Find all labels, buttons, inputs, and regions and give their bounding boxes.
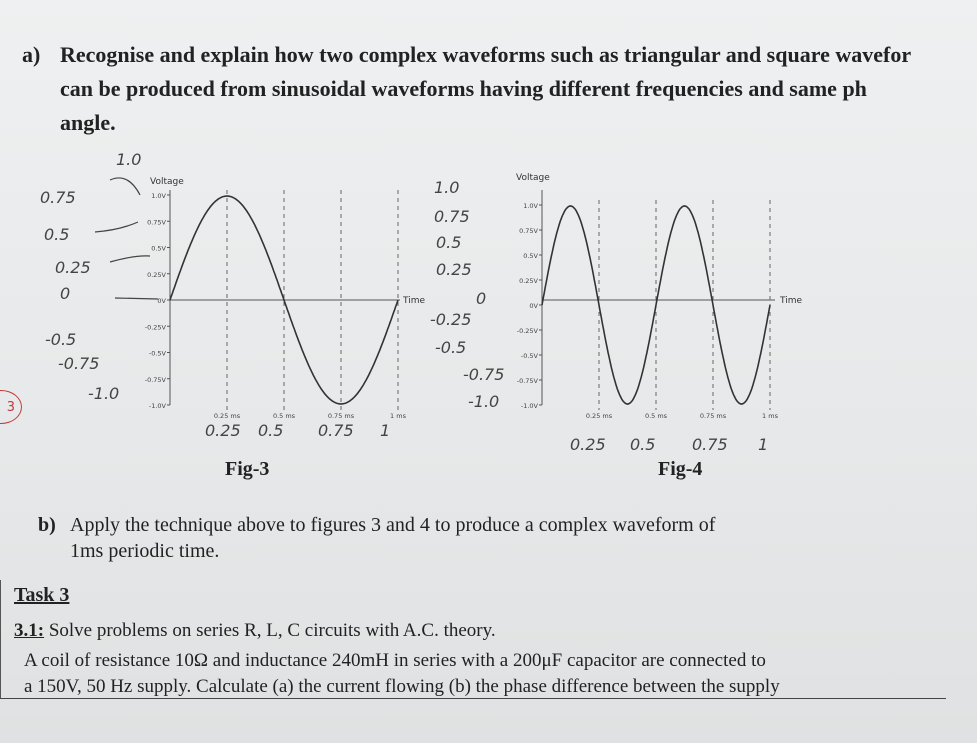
task3-subtitle-text: Solve problems on series R, L, C circuits with A.C. theory. <box>44 620 496 641</box>
f4-ytick-label: 0.25V <box>519 277 538 285</box>
f4-ytick-label: -0.75V <box>516 377 538 385</box>
f3-xtick-label: 0.75 ms <box>327 412 355 420</box>
f4-ytick-label: -1.0V <box>520 402 538 410</box>
f4-ytick-label: 0V <box>529 302 538 310</box>
f3-ytick-label: 0.75V <box>147 218 166 227</box>
f3-pencil-ylabel: 0.5 <box>44 225 70 244</box>
f4-pencil-xlabel: 0.75 <box>692 435 728 454</box>
f3-xtick-label: 0.25 ms <box>213 412 241 420</box>
f3-pencil-ylabel: -0.75 <box>58 354 100 373</box>
f3-ytick-label: -1.0V <box>148 402 166 410</box>
fig3-pencil-stroke-2 <box>95 222 138 232</box>
fig4-voltage-title: Voltage <box>516 173 550 183</box>
task3-title: Task 3 <box>14 584 70 606</box>
figure-3 <box>40 150 425 440</box>
f4-pencil-ylabel: -1.0 <box>468 392 500 411</box>
f4-pencil-ylabel: -0.5 <box>435 338 467 357</box>
f4-pencil-ylabel: 1.0 <box>434 178 460 197</box>
f4-ytick-label: 0.5V <box>523 252 538 260</box>
f4-pencil-xlabel: 1 <box>758 435 769 454</box>
margin-mark: 3 <box>0 390 22 424</box>
f3-pencil-xlabel: 1 <box>380 421 391 440</box>
f3-pencil-ylabel: -1.0 <box>88 384 120 403</box>
question-b-line2: 1ms periodic time. <box>70 540 220 562</box>
f4-pencil-ylabel: 0.25 <box>436 260 472 279</box>
f3-ytick-label: 0.25V <box>147 270 166 279</box>
fig3-voltage-title: Voltage <box>150 177 184 187</box>
question-a-line2: can be produced from sinusoidal waveforms having different frequencies and same ph <box>60 76 867 101</box>
f4-xtick-label: 1 ms <box>762 412 778 420</box>
f3-ytick-label: 0.5V <box>151 244 166 253</box>
f3-pencil-ylabel: 0 <box>60 284 71 303</box>
f4-ytick-label: -0.25V <box>516 327 538 335</box>
f4-ytick-label: 1.0V <box>523 202 538 210</box>
f3-pencil-ylabel: 1.0 <box>116 150 142 169</box>
f3-xtick-label: 0.5 ms <box>272 412 296 420</box>
question-b <box>38 512 715 564</box>
f3-ytick-label: 0V <box>157 297 166 305</box>
f3-ytick-label: 1.0V <box>151 192 166 200</box>
f4-pencil-ylabel: 0 <box>476 289 487 308</box>
task3-paragraph-line2: a 150V, 50 Hz supply. Calculate (a) the current flowing (b) the phase difference between the supply <box>24 676 780 697</box>
f3-pencil-ylabel: -0.5 <box>45 330 77 349</box>
fig3-caption: Fig-3 <box>225 458 270 480</box>
f4-pencil-xlabel: 0.25 <box>570 435 606 454</box>
f4-pencil-ylabel: 0.75 <box>434 207 470 226</box>
f3-ytick-label: -0.5V <box>148 349 166 358</box>
f4-pencil-ylabel: -0.25 <box>430 310 472 329</box>
figure-4 <box>430 173 802 454</box>
f4-xtick-label: 0.25 ms <box>585 412 613 420</box>
fig3-pencil-stroke-4 <box>115 298 158 299</box>
f4-pencil-ylabel: -0.75 <box>463 365 505 384</box>
fig4-time-label: Time <box>780 296 803 306</box>
task3-subtitle <box>14 620 496 642</box>
f3-pencil-ylabel: 0.25 <box>55 258 91 277</box>
fig3-pencil-stroke-1 <box>110 178 140 195</box>
question-a-line1: Recognise and explain how two complex waveforms such as triangular and square wavefor <box>60 42 912 67</box>
question-b-line1: Apply the technique above to figures 3 and 4 to produce a complex waveform of <box>70 514 716 536</box>
fig4-caption: Fig-4 <box>658 458 703 480</box>
f3-ytick-label: -0.25V <box>144 323 166 332</box>
f4-xtick-label: 0.75 ms <box>699 412 727 420</box>
f4-xtick-label: 0.5 ms <box>644 412 668 420</box>
f4-ytick-label: 0.75V <box>519 227 538 235</box>
f3-pencil-ylabel: 0.75 <box>40 188 76 207</box>
fig3-time-label: Time <box>403 296 426 306</box>
f3-pencil-xlabel: 0.5 <box>258 421 284 440</box>
f4-pencil-xlabel: 0.5 <box>630 435 656 454</box>
task3-paragraph-line1: A coil of resistance 10Ω and inductance 240mH in series with a 200μF capacitor are connected to <box>24 650 766 671</box>
task3-paragraph <box>24 648 780 700</box>
question-b-label: b) <box>38 514 56 536</box>
f3-ytick-label: -0.75V <box>144 375 166 384</box>
f4-pencil-ylabel: 0.5 <box>436 233 462 252</box>
f3-pencil-xlabel: 0.75 <box>318 421 354 440</box>
question-a-line3: angle. <box>60 110 116 135</box>
f3-pencil-xlabel: 0.25 <box>205 421 241 440</box>
f4-ytick-label: -0.5V <box>520 352 538 360</box>
question-a-label: a) <box>22 42 41 67</box>
f3-xtick-label: 1 ms <box>390 412 406 420</box>
fig3-pencil-stroke-3 <box>110 256 150 262</box>
task3-subtitle-number: 3.1: <box>14 620 45 641</box>
